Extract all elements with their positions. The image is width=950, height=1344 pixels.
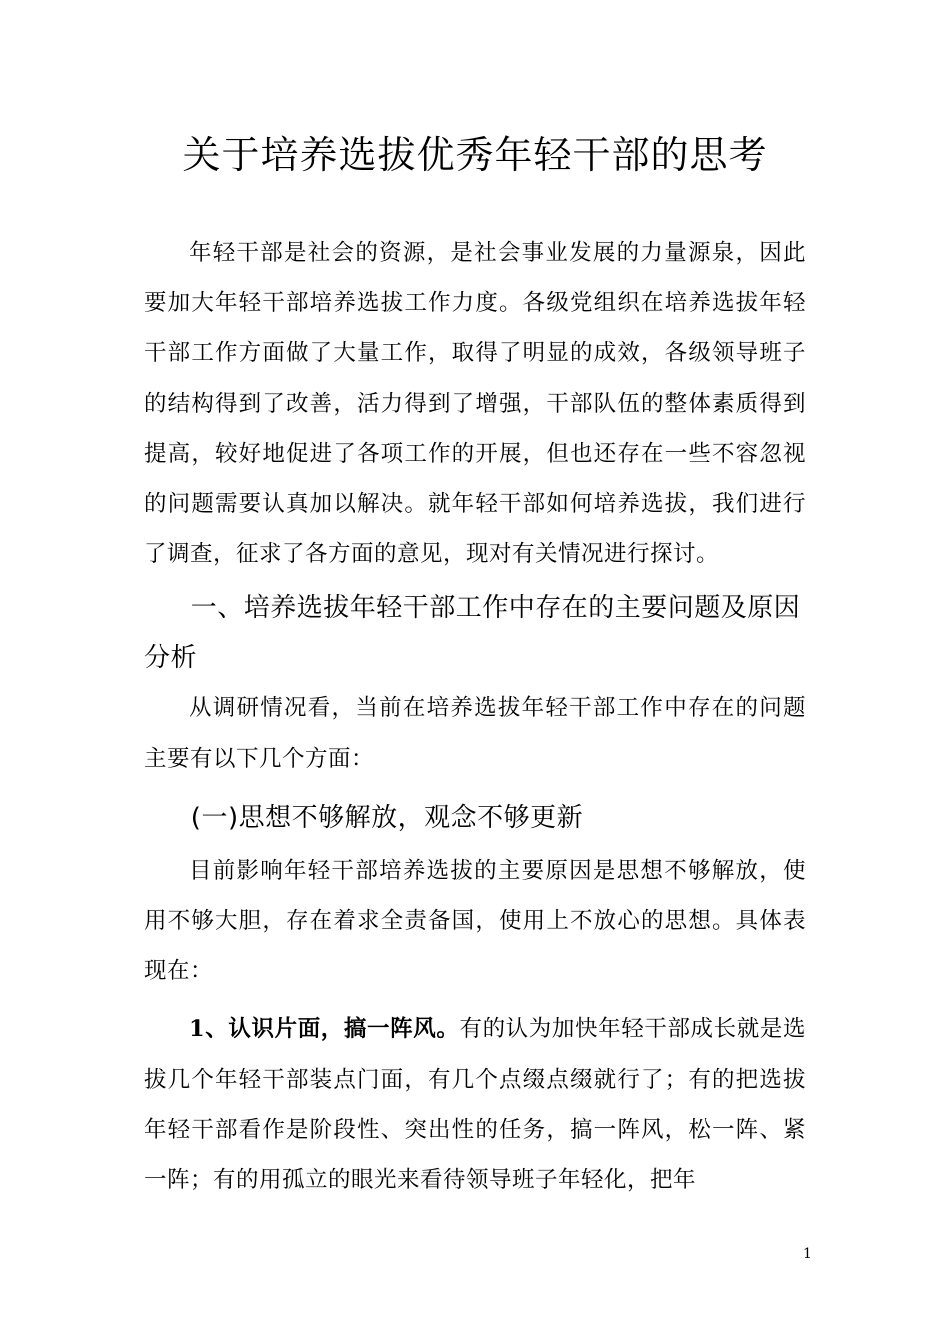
intro-paragraph: 年轻干部是社会的资源，是社会事业发展的力量源泉，因此要加大年轻干部培养选拔工作力度。各级党组织在培养选拔年轻干部工作方面做了大量工作，取得了明显的成效，各级领导班子的结构得到了改善，活力得到了增强，干部队伍的整体素质得到提高，较好地促进了各项工作的开展，但也还存在一些不容忽视的问题需要认真加以解决。就年轻干部如何培养选拔，我们进行了调查，征求了各方面的意见，现对有关情况进行探讨。 (144, 240, 806, 568)
subsection-heading-1: (一)思想不够解放，观念不够更新 (190, 802, 584, 833)
document-title: 关于培养选拔优秀年轻干部的思考 (182, 133, 768, 177)
point1-lead: 1、认识片面，搞一阵风。 (189, 1016, 460, 1043)
subsection1-paragraph: 目前影响年轻干部培养选拔的主要原因是思想不够解放，使用不够大胆，存在着求全责备国，使用上不放心的思想。具体表现在： (144, 857, 806, 985)
point1-text: 有的认为加快年轻干部成长就是选拔几个年轻干部装点门面，有几个点缀点缀就行了；有的把选拔年轻干部看作是阶段性、突出性的任务，搞一阵风，松一阵、紧一阵；有的用孤立的眼光来看待领导班子年轻化，把年 (144, 1016, 806, 1194)
point1-paragraph (144, 1004, 806, 1205)
section1-intro-paragraph: 从调研情况看，当前在培养选拔年轻干部工作中存在的问题主要有以下几个方面： (144, 695, 806, 772)
document-body (144, 228, 806, 1205)
paragraph-gap (144, 996, 806, 1004)
section-heading-1: 一、培养选拔年轻干部工作中存在的主要问题及原因分析 (144, 593, 801, 674)
page-number: 1 (803, 1246, 812, 1262)
